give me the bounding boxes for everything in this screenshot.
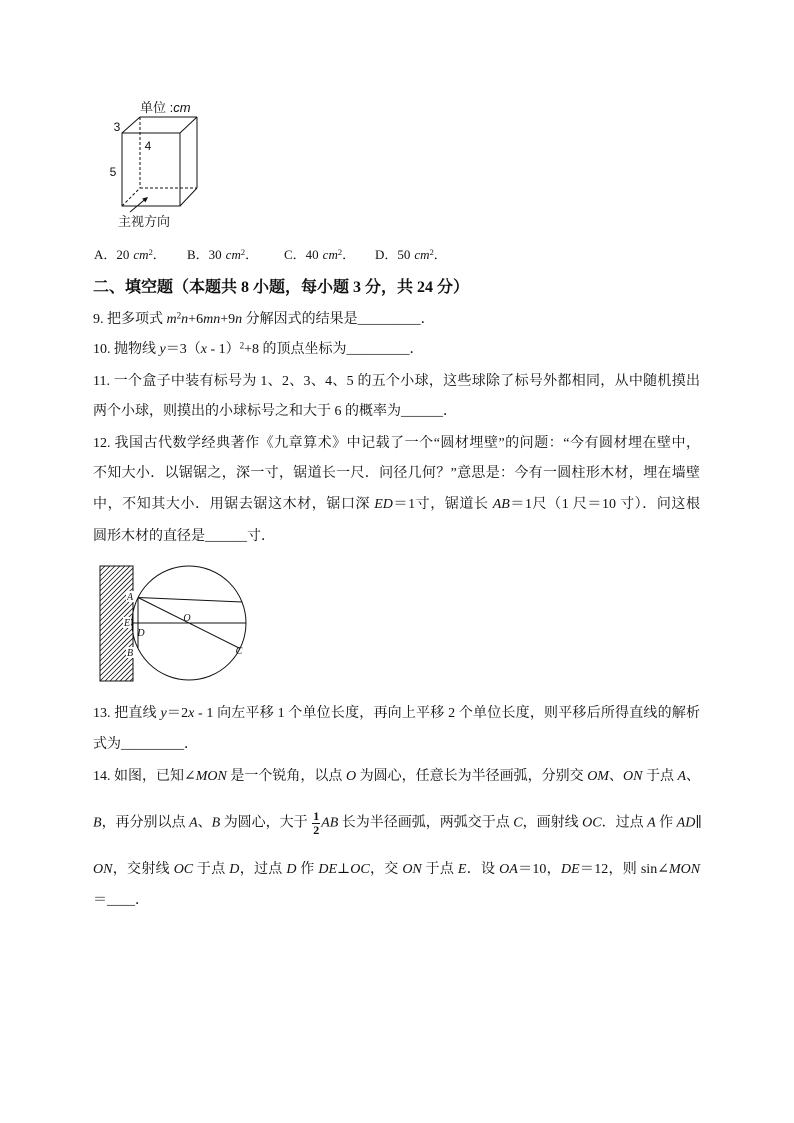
question-10-line-1: [93, 340, 424, 360]
question-14-line-3: [93, 860, 700, 880]
box-edge: [180, 117, 197, 133]
option-value: 30: [208, 247, 222, 262]
option-exponent: 2: [337, 246, 343, 257]
math-variable: DE: [560, 862, 580, 877]
text-run: +9: [220, 312, 236, 327]
math-variable: D: [286, 862, 297, 877]
text-run: 13. 把直线: [93, 706, 161, 721]
text-run: 于点: [642, 769, 678, 784]
option-unit: cm: [133, 247, 149, 262]
text-run: ＝____．: [93, 893, 149, 908]
math-variable: x: [188, 706, 195, 721]
math-variable: ED: [374, 497, 393, 512]
math-variable: n: [235, 312, 243, 327]
math-variable: x: [200, 342, 207, 357]
math-variable: A: [677, 769, 687, 784]
hatch-line: [100, 566, 125, 591]
dim-height-label: 5: [109, 165, 117, 179]
text-run: - 1 向左平移 1 个单位长度，再向上平移 2 个单位长度，则平移后所得直线的解析: [194, 706, 701, 721]
text-run: 分解因式的结果是_________．: [242, 312, 435, 327]
option-end: ．: [433, 247, 447, 262]
option-value: 20: [116, 247, 130, 262]
option-end: ．: [245, 247, 259, 262]
option-value: 50: [397, 247, 411, 262]
math-variable: ON: [622, 769, 643, 784]
hatch-line: [115, 663, 133, 681]
view-direction-label: 主视方向: [118, 214, 171, 229]
option-end: ．: [342, 247, 356, 262]
text-run: 于点: [421, 862, 458, 877]
text-run: 圆形木材的直径是______寸．: [93, 529, 275, 544]
text-run: 长为半径画弧，两弧交于点: [338, 815, 514, 831]
math-variable: OM: [587, 769, 609, 784]
option-letter: A．: [94, 247, 117, 262]
option-c: [284, 246, 355, 264]
text-run: - 1）: [206, 342, 240, 357]
point-c-label: C: [235, 646, 243, 657]
math-variable: D: [229, 862, 240, 877]
text-run: +6: [188, 312, 204, 327]
math-variable: C: [513, 815, 523, 831]
option-letter: B．: [187, 247, 209, 262]
option-unit: cm: [414, 247, 430, 262]
question-12-line-4: [93, 527, 275, 547]
math-variable: OA: [499, 862, 518, 877]
option-exponent: 2: [240, 246, 246, 257]
fraction: [312, 810, 320, 837]
math-variable: B: [211, 815, 221, 831]
option-exponent: 2: [148, 246, 153, 257]
option-unit: cm: [225, 247, 241, 262]
box-edge: [180, 188, 197, 206]
hatch-line: [100, 566, 110, 576]
text-run: 、: [608, 769, 623, 784]
text-run: ．过点: [601, 815, 648, 831]
dim-width-label: 4: [144, 139, 152, 153]
question-13-line-1: [93, 704, 700, 724]
unit-value: cm: [173, 100, 191, 115]
math-variable: DE: [318, 862, 338, 877]
text-run: 、: [197, 815, 212, 831]
question-12-line-3: [93, 495, 700, 515]
line-from-a: [138, 598, 242, 603]
option-exponent: 2: [429, 246, 434, 257]
question-11-line-2: [93, 402, 457, 422]
text-run: ，画射线: [522, 815, 583, 831]
math-variable: AB: [492, 497, 510, 512]
option-unit: cm: [322, 247, 338, 262]
text-run: 式为_________．: [93, 737, 198, 752]
point-d-label: D: [137, 628, 145, 639]
math-variable: E: [457, 862, 467, 877]
math-variable: y: [159, 342, 166, 357]
math-variable: ON: [402, 862, 422, 877]
text-run: 作: [655, 815, 677, 831]
question-12-line-2: [93, 464, 700, 484]
text-run: ＝3（: [165, 342, 201, 357]
text-run: ＝12，则 sin∠: [579, 862, 669, 877]
math-variable: ON: [93, 862, 113, 877]
math-variable: OC: [173, 862, 194, 877]
text-run: 于点: [193, 862, 230, 877]
hatch-line: [100, 566, 105, 571]
circle-wall-figure: [95, 560, 250, 688]
text-run: 11. 一个盒子中装有标号为 1、2、3、4、5 的五个小球，这些球除了标号外都相同，从中随机摸出: [93, 374, 700, 389]
question-14-line-1: [93, 767, 700, 787]
option-d: [375, 246, 447, 264]
text-run: 中，不知其大小．用锯去锯这木材，锯口深: [93, 497, 375, 512]
math-variable: A: [647, 815, 656, 831]
unit-prefix: 单位 :: [140, 100, 174, 115]
text-run: 是一个锐角，以点: [226, 769, 346, 784]
box-figure: [105, 95, 205, 235]
text-run: ，交: [369, 862, 403, 877]
question-14-line-2: [93, 810, 700, 837]
math-variable: m: [166, 312, 177, 327]
text-run: ＝2: [166, 706, 189, 721]
hatch-line: [110, 658, 133, 681]
option-b: [187, 246, 258, 264]
box-hidden-edge: [122, 188, 140, 206]
point-b-label: B: [126, 648, 134, 659]
math-variable: MON: [195, 769, 227, 784]
math-variable: MON: [668, 862, 701, 877]
text-run: 、: [686, 769, 701, 784]
box-edge: [122, 117, 140, 133]
math-variable: mn: [203, 312, 221, 327]
option-letter: C．: [284, 247, 306, 262]
text-run: 不知大小．以锯锯之，深一寸，锯道长一尺．问径几何？”意思是：今有一圆柱形木材，埋在墙壁: [93, 466, 700, 481]
text-run: ．设: [466, 862, 500, 877]
question-9-line-1: [93, 310, 435, 330]
option-letter: D．: [375, 247, 398, 262]
text-run: ，再分别以点: [101, 815, 190, 831]
question-12-line-1: [93, 434, 700, 454]
text-run: 12. 我国古代数学经典著作《九章算术》中记载了一个“圆材埋壁”的问题：“今有圆材埋在壁中，: [93, 436, 700, 451]
text-run: 14. 如图，已知∠: [93, 769, 196, 784]
math-variable: A: [189, 815, 198, 831]
text-run: ，过点: [239, 862, 287, 877]
fraction-numerator: 1: [313, 809, 320, 823]
text-run: 作: [296, 862, 319, 877]
text-run: 为圆心，大于: [220, 815, 312, 831]
section-title: 二、填空题（本题共 8 小题，每小题 3 分，共 24 分）: [93, 279, 470, 296]
superscript: 2: [239, 340, 245, 351]
question-11-line-1: [93, 372, 700, 392]
text-run: ∥: [695, 815, 702, 831]
question-14-line-4: [93, 891, 149, 911]
question-13-line-2: [93, 735, 198, 755]
math-variable: AD: [676, 815, 696, 831]
text-run: 两个小球，则摸出的小球标号之和大于 6 的概率为______．: [93, 404, 457, 419]
math-variable: OC: [582, 815, 602, 831]
math-variable: O: [345, 769, 357, 784]
text-run: ＝10，: [517, 862, 561, 877]
text-run: 9. 把多项式: [93, 312, 167, 327]
dim-depth-label: 3: [113, 120, 121, 134]
point-o-label: O: [183, 613, 191, 624]
option-value: 40: [305, 247, 319, 262]
text-run: ⊥: [337, 862, 351, 877]
math-variable: y: [160, 706, 167, 721]
math-variable: OC: [350, 862, 370, 877]
text-run: ＝1寸，锯道长: [392, 497, 493, 512]
text-run: 为圆心，任意长为半径画弧，分别交: [356, 769, 588, 784]
superscript: 2: [176, 310, 182, 321]
math-variable: n: [181, 312, 189, 327]
unit-label: [140, 100, 191, 115]
option-a: [94, 246, 166, 264]
option-end: ．: [152, 247, 166, 262]
hatch-line: [100, 566, 120, 586]
hatch-line: [125, 673, 133, 681]
text-run: +8 的顶点坐标为_________．: [244, 342, 424, 357]
math-variable: AB: [321, 815, 339, 831]
math-variable: B: [93, 815, 102, 831]
point-a-label: A: [126, 592, 134, 603]
text-run: ＝1尺（1 尺＝10 寸）．问这根: [509, 497, 701, 512]
text-run: ，交射线: [112, 862, 174, 877]
fraction-denominator: 2: [313, 823, 320, 837]
text-run: 10. 抛物线: [93, 342, 160, 357]
point-e-label: E: [123, 618, 131, 629]
